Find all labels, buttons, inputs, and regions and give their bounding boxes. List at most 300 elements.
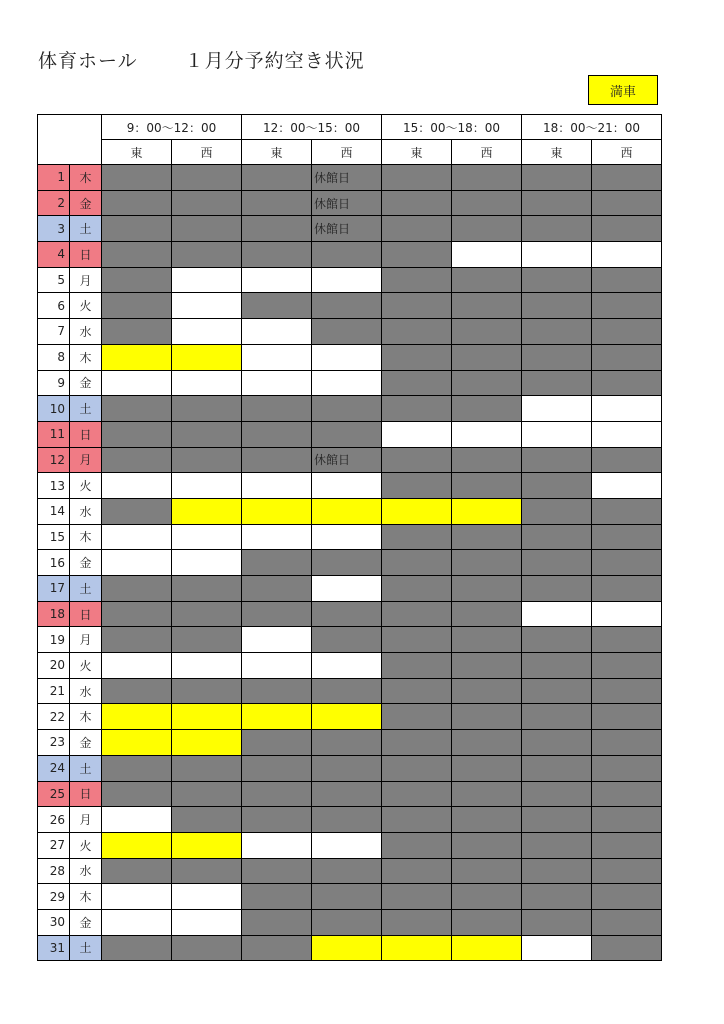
- slot-cell: [102, 242, 172, 268]
- slot-cell: [452, 678, 522, 704]
- day-number: 18: [38, 601, 70, 627]
- slot-cell: [312, 319, 382, 345]
- slot-cell: [172, 190, 242, 216]
- slot-cell: [592, 832, 662, 858]
- slot-cell: [242, 267, 312, 293]
- slot-cell: [172, 576, 242, 602]
- side-header: 東: [242, 140, 312, 165]
- slot-cell: [172, 524, 242, 550]
- slot-cell: [172, 832, 242, 858]
- slot-cell: [102, 653, 172, 679]
- slot-cell: [592, 267, 662, 293]
- slot-cell: [172, 498, 242, 524]
- day-number: 19: [38, 627, 70, 653]
- slot-cell: [312, 447, 382, 473]
- day-number: 11: [38, 421, 70, 447]
- slot-cell: [242, 653, 312, 679]
- slot-cell: [452, 704, 522, 730]
- slot-cell: [522, 858, 592, 884]
- table-row: [38, 704, 662, 730]
- slot-cell: [592, 319, 662, 345]
- slot-cell: [592, 524, 662, 550]
- slot-cell: [242, 242, 312, 268]
- slot-cell: [592, 781, 662, 807]
- slot-cell: [172, 344, 242, 370]
- slot-cell: [172, 165, 242, 191]
- table-row: [38, 781, 662, 807]
- slot-cell: [312, 755, 382, 781]
- slot-cell: [312, 935, 382, 961]
- slot-cell: [242, 447, 312, 473]
- slot-cell: [312, 730, 382, 756]
- slot-cell: [592, 653, 662, 679]
- slot-cell: [522, 807, 592, 833]
- slot-cell: [172, 678, 242, 704]
- slot-cell: [312, 473, 382, 499]
- slot-cell: [452, 884, 522, 910]
- slot-header: 9：00～12：00: [102, 115, 242, 140]
- side-header: 西: [592, 140, 662, 165]
- slot-cell: [592, 344, 662, 370]
- day-number: 26: [38, 807, 70, 833]
- slot-cell: [312, 267, 382, 293]
- slot-cell: [452, 653, 522, 679]
- slot-cell: [522, 344, 592, 370]
- slot-cell: [452, 293, 522, 319]
- slot-cell: [172, 421, 242, 447]
- slot-cell: [102, 473, 172, 499]
- slot-cell: [102, 755, 172, 781]
- day-number: 24: [38, 755, 70, 781]
- slot-cell: [242, 165, 312, 191]
- slot-cell: [102, 627, 172, 653]
- slot-cell: [382, 653, 452, 679]
- slot-cell: [382, 730, 452, 756]
- slot-cell: [172, 601, 242, 627]
- slot-cell: [242, 293, 312, 319]
- slot-cell: [242, 216, 312, 242]
- table-row: [38, 165, 662, 191]
- slot-cell: [312, 781, 382, 807]
- weekday: 火: [70, 653, 102, 679]
- slot-cell: [242, 524, 312, 550]
- slot-cell: [172, 447, 242, 473]
- table-row: [38, 344, 662, 370]
- slot-cell: [102, 267, 172, 293]
- day-number: 1: [38, 165, 70, 191]
- slot-cell: [242, 807, 312, 833]
- slot-cell: [172, 909, 242, 935]
- slot-cell: [592, 935, 662, 961]
- slot-cell: [242, 884, 312, 910]
- day-number: 21: [38, 678, 70, 704]
- slot-cell: [312, 344, 382, 370]
- slot-cell: [172, 370, 242, 396]
- slot-cell: [382, 884, 452, 910]
- day-number: 16: [38, 550, 70, 576]
- slot-cell: [172, 781, 242, 807]
- slot-cell: [382, 935, 452, 961]
- slot-cell: [242, 370, 312, 396]
- slot-cell: [102, 601, 172, 627]
- slot-cell: [452, 576, 522, 602]
- table-row: [38, 678, 662, 704]
- slot-cell: [452, 730, 522, 756]
- slot-cell: [522, 550, 592, 576]
- slot-cell: [592, 498, 662, 524]
- slot-cell: [382, 344, 452, 370]
- slot-header-row: [38, 115, 662, 140]
- table-row: [38, 884, 662, 910]
- slot-cell: [592, 807, 662, 833]
- table-row: [38, 909, 662, 935]
- slot-cell: [172, 935, 242, 961]
- day-number: 22: [38, 704, 70, 730]
- day-number: 28: [38, 858, 70, 884]
- slot-cell: [452, 524, 522, 550]
- slot-cell: [242, 421, 312, 447]
- slot-cell: [452, 447, 522, 473]
- slot-cell: [382, 293, 452, 319]
- slot-cell: [452, 421, 522, 447]
- table-row: [38, 858, 662, 884]
- weekday: 水: [70, 498, 102, 524]
- slot-cell: [522, 832, 592, 858]
- slot-cell: [102, 447, 172, 473]
- slot-cell: [312, 627, 382, 653]
- slot-cell: [172, 396, 242, 422]
- weekday: 日: [70, 421, 102, 447]
- slot-cell: [242, 832, 312, 858]
- slot-header: 12：00～15：00: [242, 115, 382, 140]
- slot-cell: [312, 524, 382, 550]
- table-row: [38, 498, 662, 524]
- slot-cell: [452, 370, 522, 396]
- side-header: 東: [522, 140, 592, 165]
- slot-cell: [592, 165, 662, 191]
- slot-cell: [522, 190, 592, 216]
- slot-cell: [522, 165, 592, 191]
- slot-cell: [522, 601, 592, 627]
- day-number: 15: [38, 524, 70, 550]
- page-title: 体育ホール １月分予約空き状況: [38, 50, 365, 72]
- slot-cell: [172, 267, 242, 293]
- slot-cell: [382, 909, 452, 935]
- legend-full-badge: 満車: [588, 75, 658, 105]
- weekday: 木: [70, 884, 102, 910]
- slot-cell: [172, 293, 242, 319]
- slot-cell: [102, 319, 172, 345]
- slot-cell: [522, 524, 592, 550]
- table-row: [38, 524, 662, 550]
- weekday: 日: [70, 242, 102, 268]
- slot-cell: [102, 935, 172, 961]
- slot-cell: [242, 755, 312, 781]
- table-row: [38, 935, 662, 961]
- slot-cell: [452, 267, 522, 293]
- slot-cell: [382, 601, 452, 627]
- table-row: [38, 370, 662, 396]
- table-row: [38, 550, 662, 576]
- day-number: 8: [38, 344, 70, 370]
- slot-cell: [522, 216, 592, 242]
- slot-cell: [522, 319, 592, 345]
- table-row: [38, 293, 662, 319]
- slot-cell: [172, 216, 242, 242]
- slot-cell: [452, 550, 522, 576]
- slot-cell: [522, 447, 592, 473]
- slot-cell: [452, 396, 522, 422]
- slot-cell: [242, 576, 312, 602]
- table-row: [38, 447, 662, 473]
- day-number: 31: [38, 935, 70, 961]
- slot-cell: [102, 678, 172, 704]
- weekday: 火: [70, 293, 102, 319]
- slot-cell: [172, 730, 242, 756]
- slot-cell: [452, 627, 522, 653]
- slot-cell: [312, 832, 382, 858]
- slot-cell: [102, 550, 172, 576]
- day-number: 14: [38, 498, 70, 524]
- slot-cell: [522, 909, 592, 935]
- closed-label: 休館日: [314, 453, 351, 468]
- slot-cell: [172, 319, 242, 345]
- slot-cell: [382, 267, 452, 293]
- day-number: 25: [38, 781, 70, 807]
- slot-cell: [592, 601, 662, 627]
- slot-cell: [592, 755, 662, 781]
- slot-cell: [242, 678, 312, 704]
- side-header: 西: [172, 140, 242, 165]
- slot-cell: [522, 293, 592, 319]
- slot-cell: [592, 550, 662, 576]
- slot-cell: [102, 165, 172, 191]
- slot-cell: [452, 935, 522, 961]
- side-header: 東: [102, 140, 172, 165]
- slot-cell: [452, 601, 522, 627]
- slot-cell: [452, 832, 522, 858]
- slot-cell: [242, 627, 312, 653]
- weekday: 月: [70, 627, 102, 653]
- table-row: [38, 832, 662, 858]
- slot-cell: [382, 370, 452, 396]
- slot-cell: [382, 216, 452, 242]
- slot-cell: [102, 421, 172, 447]
- weekday: 土: [70, 396, 102, 422]
- slot-cell: [102, 576, 172, 602]
- slot-cell: [312, 550, 382, 576]
- corner-cell: [38, 115, 102, 165]
- slot-cell: [522, 781, 592, 807]
- slot-cell: [452, 242, 522, 268]
- slot-cell: [102, 807, 172, 833]
- slot-cell: [242, 550, 312, 576]
- weekday: 金: [70, 909, 102, 935]
- day-number: 3: [38, 216, 70, 242]
- day-number: 5: [38, 267, 70, 293]
- slot-cell: [312, 396, 382, 422]
- slot-cell: [102, 396, 172, 422]
- slot-cell: [312, 909, 382, 935]
- table-row: [38, 755, 662, 781]
- slot-cell: [102, 884, 172, 910]
- slot-cell: [242, 190, 312, 216]
- slot-cell: [592, 678, 662, 704]
- slot-cell: [452, 473, 522, 499]
- slot-cell: [522, 576, 592, 602]
- slot-cell: [172, 704, 242, 730]
- weekday: 月: [70, 447, 102, 473]
- table-row: [38, 190, 662, 216]
- weekday: 木: [70, 344, 102, 370]
- slot-cell: [522, 396, 592, 422]
- slot-cell: [242, 781, 312, 807]
- weekday: 水: [70, 678, 102, 704]
- slot-cell: [102, 524, 172, 550]
- slot-cell: [452, 909, 522, 935]
- slot-cell: [382, 421, 452, 447]
- slot-header: 18：00～21：00: [522, 115, 662, 140]
- table-row: [38, 730, 662, 756]
- side-header: 東: [382, 140, 452, 165]
- slot-cell: [452, 165, 522, 191]
- slot-cell: [382, 242, 452, 268]
- day-number: 20: [38, 653, 70, 679]
- slot-cell: [172, 242, 242, 268]
- slot-cell: [242, 730, 312, 756]
- day-number: 13: [38, 473, 70, 499]
- slot-cell: [172, 550, 242, 576]
- slot-cell: [382, 550, 452, 576]
- side-header: 西: [312, 140, 382, 165]
- day-number: 23: [38, 730, 70, 756]
- table-row: [38, 396, 662, 422]
- slot-cell: [382, 524, 452, 550]
- slot-cell: [102, 293, 172, 319]
- slot-cell: [312, 421, 382, 447]
- day-number: 27: [38, 832, 70, 858]
- weekday: 月: [70, 267, 102, 293]
- table-row: [38, 807, 662, 833]
- slot-cell: [242, 498, 312, 524]
- slot-cell: [522, 653, 592, 679]
- slot-cell: [312, 165, 382, 191]
- slot-cell: [452, 319, 522, 345]
- slot-cell: [592, 293, 662, 319]
- slot-cell: [452, 498, 522, 524]
- slot-cell: [522, 730, 592, 756]
- slot-cell: [312, 704, 382, 730]
- slot-cell: [452, 781, 522, 807]
- slot-cell: [102, 704, 172, 730]
- slot-cell: [382, 807, 452, 833]
- table-row: [38, 267, 662, 293]
- slot-cell: [382, 704, 452, 730]
- weekday: 金: [70, 730, 102, 756]
- slot-cell: [382, 755, 452, 781]
- slot-cell: [382, 190, 452, 216]
- slot-cell: [382, 165, 452, 191]
- slot-cell: [242, 909, 312, 935]
- day-number: 4: [38, 242, 70, 268]
- slot-cell: [592, 704, 662, 730]
- slot-cell: [522, 678, 592, 704]
- weekday: 日: [70, 601, 102, 627]
- slot-cell: [312, 653, 382, 679]
- table-row: [38, 216, 662, 242]
- slot-cell: [242, 473, 312, 499]
- weekday: 金: [70, 190, 102, 216]
- day-number: 7: [38, 319, 70, 345]
- slot-cell: [592, 216, 662, 242]
- slot-cell: [592, 447, 662, 473]
- slot-cell: [522, 884, 592, 910]
- slot-cell: [522, 370, 592, 396]
- day-number: 17: [38, 576, 70, 602]
- slot-cell: [312, 678, 382, 704]
- side-header: 西: [452, 140, 522, 165]
- slot-cell: [312, 576, 382, 602]
- day-number: 2: [38, 190, 70, 216]
- slot-cell: [382, 678, 452, 704]
- slot-cell: [522, 755, 592, 781]
- slot-cell: [382, 498, 452, 524]
- slot-cell: [382, 832, 452, 858]
- slot-cell: [592, 370, 662, 396]
- slot-cell: [312, 216, 382, 242]
- slot-header: 15：00～18：00: [382, 115, 522, 140]
- table-row: [38, 653, 662, 679]
- weekday: 火: [70, 832, 102, 858]
- slot-cell: [522, 627, 592, 653]
- slot-cell: [312, 242, 382, 268]
- slot-cell: [242, 858, 312, 884]
- weekday: 月: [70, 807, 102, 833]
- slot-cell: [592, 909, 662, 935]
- side-header-row: [38, 140, 662, 165]
- weekday: 土: [70, 935, 102, 961]
- slot-cell: [312, 293, 382, 319]
- weekday: 木: [70, 524, 102, 550]
- slot-cell: [452, 755, 522, 781]
- table-row: [38, 242, 662, 268]
- closed-label: 休館日: [314, 222, 351, 237]
- slot-cell: [172, 627, 242, 653]
- slot-cell: [312, 601, 382, 627]
- table-row: [38, 319, 662, 345]
- slot-cell: [172, 653, 242, 679]
- slot-cell: [592, 421, 662, 447]
- slot-cell: [102, 370, 172, 396]
- slot-cell: [172, 807, 242, 833]
- slot-cell: [172, 884, 242, 910]
- slot-cell: [382, 447, 452, 473]
- slot-cell: [242, 396, 312, 422]
- slot-cell: [592, 473, 662, 499]
- slot-cell: [522, 473, 592, 499]
- slot-cell: [312, 807, 382, 833]
- weekday: 金: [70, 550, 102, 576]
- slot-cell: [452, 858, 522, 884]
- weekday: 水: [70, 319, 102, 345]
- slot-cell: [592, 858, 662, 884]
- slot-cell: [382, 781, 452, 807]
- slot-cell: [592, 884, 662, 910]
- weekday: 土: [70, 755, 102, 781]
- day-number: 10: [38, 396, 70, 422]
- slot-cell: [312, 190, 382, 216]
- weekday: 木: [70, 704, 102, 730]
